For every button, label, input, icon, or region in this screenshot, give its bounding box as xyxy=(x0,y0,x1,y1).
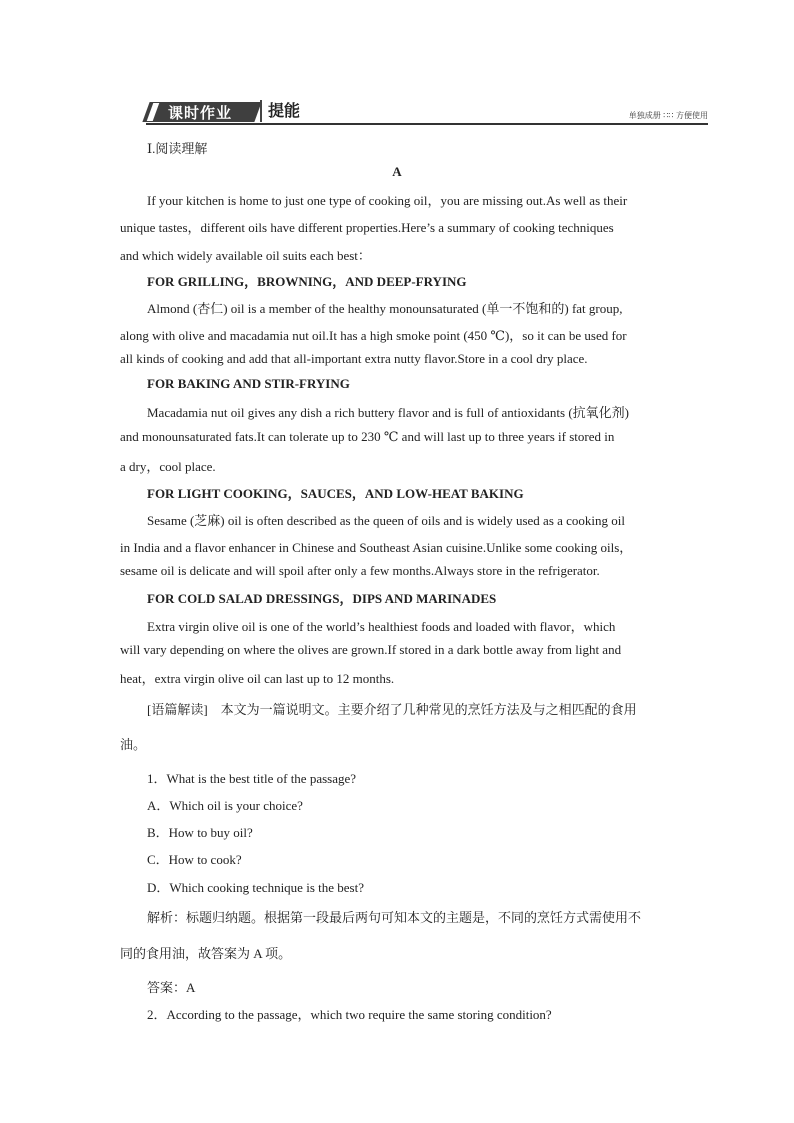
subheading: FOR LIGHT COOKING，SAUCES，AND LOW-HEAT BAKING xyxy=(147,486,524,501)
analysis: 同的食用油，故答案为 A 项。 xyxy=(120,946,292,961)
option: D．Which cooking technique is the best? xyxy=(147,880,364,895)
text-line: unique tastes，different oils have different properties.Here’s a summary of cooking techniques xyxy=(120,220,614,235)
text-line: all kinds of cooking and add that all-important extra nutty flavor.Store in a cool dry place. xyxy=(120,351,588,366)
text-line: a dry，cool place. xyxy=(120,459,216,474)
text-line: heat，extra virgin olive oil can last up to 12 months. xyxy=(120,671,395,686)
analysis: 解析：标题归纳题。根据第一段最后两句可知本文的主题是，不同的烹饪方式需使用不 xyxy=(147,910,642,925)
subheading: FOR BAKING AND STIR-FRYING xyxy=(147,376,350,391)
text-line: 油。 xyxy=(120,737,147,752)
header-right-note: 单独成册 ∷∷ 方便使用 xyxy=(628,111,708,120)
subheading: FOR GRILLING，BROWNING，AND DEEP-FRYING xyxy=(147,274,467,289)
text-line: and monounsaturated fats.It can tolerate up to 230 ℃ and will last up to three years if stored in xyxy=(120,429,615,444)
text-line: along with olive and macadamia nut oil.It has a high smoke point (450 ℃)，so it can be used for xyxy=(120,328,627,343)
text-line: will vary depending on where the olives are grown.If stored in a dark bottle away from light and xyxy=(120,642,622,657)
question: 1．What is the best title of the passage? xyxy=(147,771,357,786)
text-line: [语篇解读] 本文为一篇说明文。主要介绍了几种常见的烹饪方法及与之相匹配的食用 xyxy=(147,702,637,717)
answer: 答案：A xyxy=(147,980,196,995)
question: 2．According to the passage，which two require the same storing condition? xyxy=(147,1007,552,1022)
subheading: FOR COLD SALAD DRESSINGS，DIPS AND MARINADES xyxy=(147,591,497,606)
passage-letter: A xyxy=(392,164,402,179)
section-title: Ⅰ.阅读理解 xyxy=(147,141,208,156)
option: B．How to buy oil? xyxy=(147,825,253,840)
text-line: If your kitchen is home to just one type of cooking oil，you are missing out.As well as their xyxy=(147,193,628,208)
text-line: Extra virgin olive oil is one of the world’s healthiest foods and loaded with flavor，which xyxy=(147,619,616,634)
option: A．Which oil is your choice? xyxy=(147,798,303,813)
header-banner-label: 课时作业 xyxy=(168,104,233,122)
header-rule xyxy=(146,123,708,125)
text-line: Macadamia nut oil gives any dish a rich buttery flavor and is full of antioxidants (抗氧化剂) xyxy=(147,405,629,420)
text-line: and which widely available oil suits each best： xyxy=(120,248,371,263)
page-header xyxy=(146,100,708,124)
option: C．How to cook? xyxy=(147,852,242,867)
text-line: Sesame (芝麻) oil is often described as the queen of oils and is widely used as a cooking oil xyxy=(147,513,626,528)
text-line: in India and a flavor enhancer in Chinese and Southeast Asian cuisine.Unlike some cooking oils， xyxy=(120,540,633,555)
header-tab-label: 提能 xyxy=(260,100,312,122)
text-line: sesame oil is delicate and will spoil after only a few months.Always store in the refrigerator. xyxy=(120,563,600,578)
text-line: Almond (杏仁) oil is a member of the healthy monounsaturated (单一不饱和的) fat group, xyxy=(147,301,623,316)
